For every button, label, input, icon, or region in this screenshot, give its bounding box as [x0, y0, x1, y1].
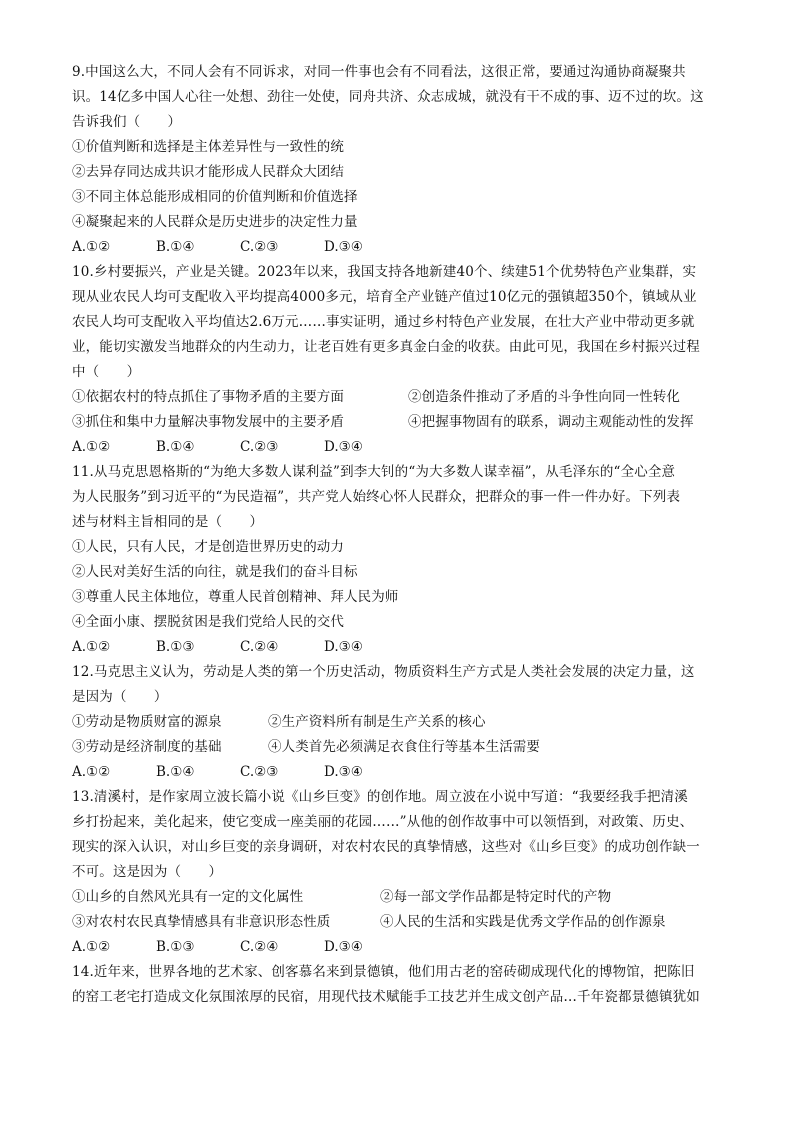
question-13-answer-b: B.①③: [156, 939, 195, 955]
question-12-answer-a: A.①②: [72, 764, 111, 780]
question-11-option-3: ③尊重人民主体地位，尊重人民首创精神、拜人民为师: [72, 589, 399, 605]
question-12-option-3: ③劳动是经济制度的基础: [72, 739, 222, 755]
question-9-stem-line-2: 识。14亿多中国人心往一处想、劲往一处使，同舟共济、众志成城，就没有干不成的事、迈不过的坎。这: [72, 89, 704, 105]
question-12-option-1: ①劳动是物质财富的源泉: [72, 714, 222, 730]
question-10-stem-line-4: 业，能切实激发当地群众的内生动力，让老百姓有更多真金白金的收获。由此可见，我国在乡村振兴过程: [72, 339, 700, 355]
question-11-answer-d: D.③④: [324, 639, 363, 655]
question-9-answer-d: D.③④: [324, 239, 363, 255]
question-11-answer-b: B.①③: [156, 639, 195, 655]
question-10-option-3: ③抓住和集中力量解决事物发展中的主要矛盾: [72, 414, 344, 430]
question-11-stem-line-1: 11.从马克思恩格斯的“为绝大多数人谋利益”到李大钊的“为大多数人谋幸福”，从毛泽东的“全心全意: [72, 464, 676, 480]
question-12-option-2: ②生产资料所有制是生产关系的核心: [268, 714, 486, 730]
question-9-stem-line-3: 告诉我们（ ）: [72, 114, 182, 130]
question-10-option-4: ④把握事物固有的联系，调动主观能动性的发挥: [408, 414, 694, 430]
question-13-answer-d: D.③④: [324, 939, 363, 955]
question-9-answer-a: A.①②: [72, 239, 111, 255]
question-9-answer-b: B.①④: [156, 239, 195, 255]
question-13-stem-line-4: 不可。这是因为（ ）: [72, 864, 223, 880]
question-11-answer-c: C.②④: [240, 639, 279, 655]
question-9-option-3: ③不同主体总能形成相同的价值判断和价值选择: [72, 189, 358, 205]
question-13-stem-line-2: 乡打扮起来，美化起来，使它变成一座美丽的花园……”从他的创作故事中可以领悟到，对政策、历史、: [72, 814, 694, 830]
question-13-answer-c: C.②④: [240, 939, 279, 955]
question-10-answer-d: D.③④: [324, 439, 363, 455]
question-12-answer-d: D.③④: [324, 764, 363, 780]
question-13-stem-line-3: 现实的深入认识，对山乡巨变的亲身调研，对农村农民的真挚情感，这些对《山乡巨变》的成功创作缺一: [72, 839, 700, 855]
question-12-option-4: ④人类首先必须满足衣食住行等基本生活需要: [268, 739, 540, 755]
question-13-stem-line-1: 13.清溪村，是作家周立波长篇小说《山乡巨变》的创作地。周立波在小说中写道：“我要经我手把清溪: [72, 789, 688, 805]
question-14-stem-line-2: 的窑工老宅打造成文化氛围浓厚的民宿，用现代技术赋能手工技艺并生成文创产品…千年瓷都景德镇犹如: [72, 989, 700, 1005]
question-12-stem-line-2: 是因为（ ）: [72, 689, 168, 705]
question-9-option-4: ④凝聚起来的人民群众是历史进步的决定性力量: [72, 214, 358, 230]
question-10-stem-line-5: 中（ ）: [72, 364, 141, 380]
question-12-answer-c: C.②③: [240, 764, 279, 780]
question-13-option-4: ④人民的生活和实践是优秀文学作品的创作源泉: [380, 914, 666, 930]
question-11-stem-line-3: 述与材料主旨相同的是（ ）: [72, 514, 264, 530]
question-10-stem-line-3: 农民人均可支配收入平均值达2.6万元……事实证明，通过乡村特色产业发展，在壮大产业中带动更多就: [72, 314, 695, 330]
question-12-stem-line-1: 12.马克思主义认为，劳动是人类的第一个历史活动，物质资料生产方式是人类社会发展的决定力量，这: [72, 664, 695, 680]
question-9-option-2: ②去异存同达成共识才能形成人民群众大团结: [72, 164, 344, 180]
question-13-option-1: ①山乡的自然风光具有一定的文化属性: [72, 889, 304, 905]
question-11-answer-a: A.①②: [72, 639, 111, 655]
question-13-option-3: ③对农村农民真挚情感具有非意识形态性质: [72, 914, 331, 930]
question-11-option-1: ①人民，只有人民，才是创造世界历史的动力: [72, 539, 344, 555]
question-10-answer-c: C.②③: [240, 439, 279, 455]
question-10-stem-line-2: 现从业农民人均可支配收入平均提高4000多元，培育全产业链产值过10亿元的强镇超350个，镇域从业: [72, 289, 697, 305]
question-12-answer-b: B.①④: [156, 764, 195, 780]
question-13-option-2: ②每一部文学作品都是特定时代的产物: [380, 889, 612, 905]
question-10-stem-line-1: 10.乡村要振兴，产业是关键。2023年以来，我国支持各地新建40个、续建51个优势特色产业集群，实: [72, 264, 697, 280]
question-10-answer-a: A.①②: [72, 439, 111, 455]
question-13-answer-a: A.①②: [72, 939, 111, 955]
question-9-answer-c: C.②③: [240, 239, 279, 255]
question-10-option-1: ①依据农村的特点抓住了事物矛盾的主要方面: [72, 389, 344, 405]
question-9-stem-line-1: 9.中国这么大，不同人会有不同诉求，对同一件事也会有不同看法，这很正常，要通过沟通协商凝聚共: [72, 64, 686, 80]
question-10-answer-b: B.①④: [156, 439, 195, 455]
question-11-option-2: ②人民对美好生活的向往，就是我们的奋斗目标: [72, 564, 358, 580]
question-11-option-4: ④全面小康、摆脱贫困是我们党给人民的交代: [72, 614, 344, 630]
question-9-option-1: ①价值判断和选择是主体差异性与一致性的统: [72, 139, 344, 155]
question-14-stem-line-1: 14.近年来，世界各地的艺术家、创客慕名来到景德镇，他们用古老的窑砖砌成现代化的博物馆，把陈旧: [72, 964, 695, 980]
question-11-stem-line-2: 为人民服务”到习近平的“为民造福”，共产党人始终心怀人民群众，把群众的事一件一件办好。下列表: [72, 489, 681, 505]
question-10-option-2: ②创造条件推动了矛盾的斗争性向同一性转化: [408, 389, 680, 405]
